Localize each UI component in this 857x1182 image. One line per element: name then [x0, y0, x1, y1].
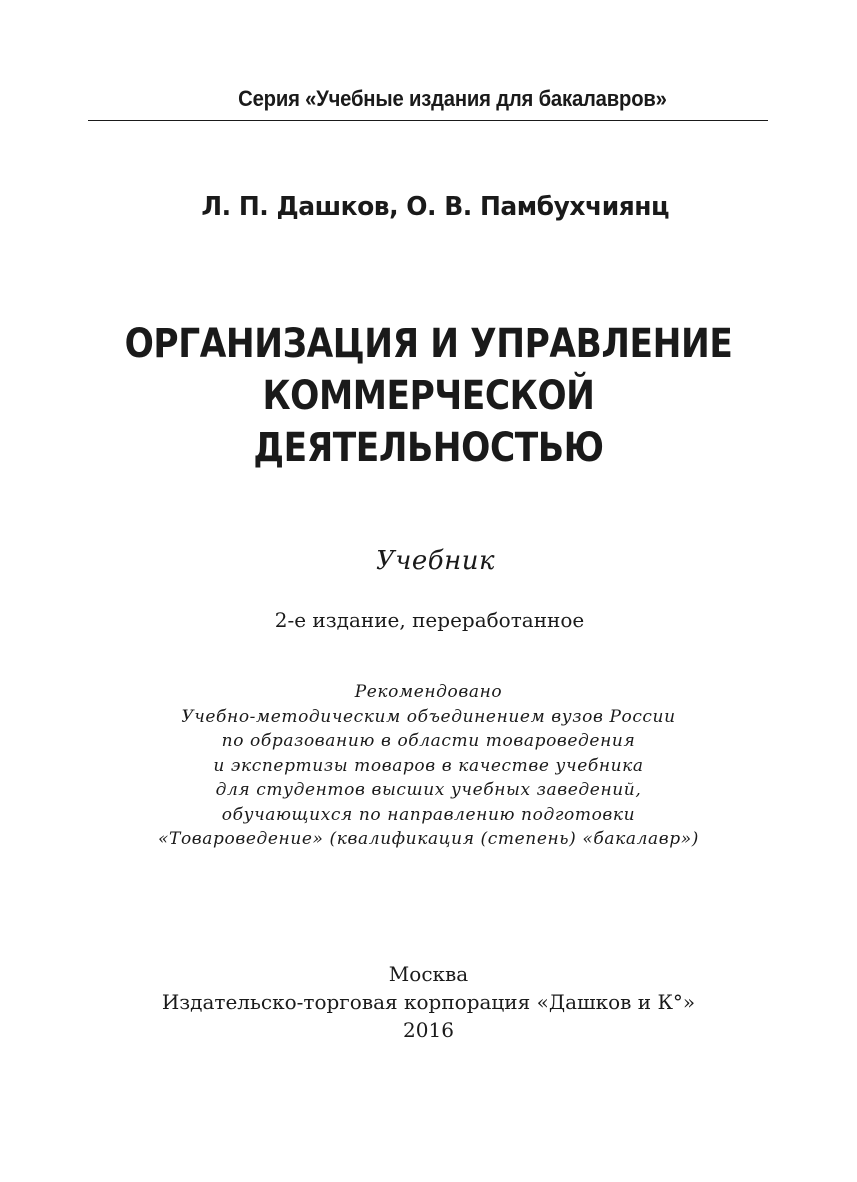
book-type: Учебник — [375, 546, 496, 576]
series-heading: Серия «Учебные издания для бакалавров» — [238, 86, 667, 111]
header-rule — [88, 120, 768, 121]
recommendation-line: Рекомендовано — [354, 682, 503, 702]
imprint-publisher: Издательско-торговая корпорация «Дашков и К°» — [161, 990, 696, 1014]
recommendation-line: обучающихся по направлению подготовки — [221, 804, 636, 825]
recommendation-line: и экспертизы товаров в качестве учебника — [213, 755, 644, 776]
recommendation-line: для студентов высших учебных заведений, — [215, 780, 642, 800]
imprint-city: Москва — [388, 962, 469, 986]
book-authors: Л. П. Дашков, О. В. Памбухчиянц — [201, 192, 670, 222]
recommendation-block — [0, 680, 857, 852]
book-title-line: КОММЕРЧЕСКОЙ — [262, 373, 595, 419]
edition-note: 2-е издание, переработанное — [274, 608, 585, 632]
recommendation-line: по образованию в области товароведения — [221, 731, 636, 751]
recommendation-line: «Товароведение» (квалификация (степень) «бакалавр») — [158, 829, 699, 849]
book-title-line: ОРГАНИЗАЦИЯ И УПРАВЛЕНИЕ — [124, 321, 733, 367]
imprint-year: 2016 — [403, 1018, 454, 1042]
book-title-line: ДЕЯТЕЛЬНОСТЬЮ — [253, 425, 604, 471]
recommendation-line: Учебно-методическим объединением вузов России — [181, 706, 676, 727]
book-title — [0, 318, 857, 474]
imprint-block — [0, 960, 857, 1044]
